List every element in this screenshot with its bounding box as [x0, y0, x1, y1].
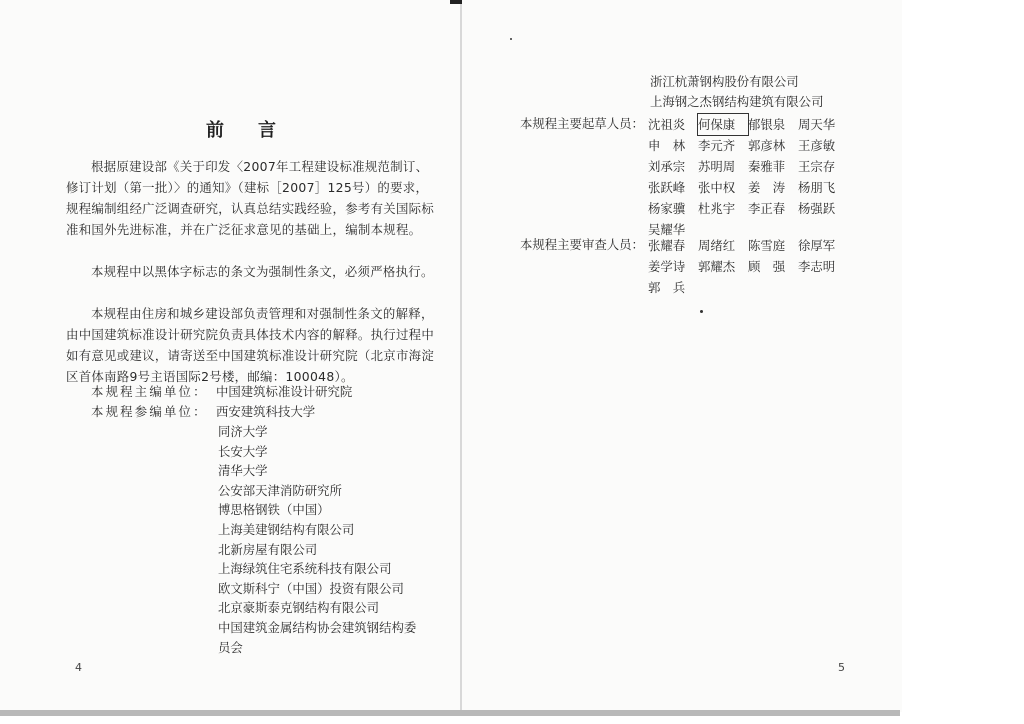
drafter-name: 周天华 [798, 117, 836, 132]
drafter-name: 张中权 [698, 180, 736, 195]
drafter-name: 李元齐 [698, 138, 736, 153]
reviewer-name: 周绪红 [698, 238, 736, 253]
chief-unit: 中国建筑标准设计研究院 [216, 384, 353, 399]
paragraph-mandatory: 本规程中以黑体字标志的条文为强制性条文，必须严格执行。 [91, 264, 434, 279]
chief-unit-row [91, 382, 352, 402]
drafter-name: 苏明周 [698, 159, 736, 174]
drafters-grid [648, 114, 848, 240]
participating-unit: 长安大学 [218, 443, 268, 459]
drafter-name: 张跃峰 [648, 180, 686, 195]
participating-unit-row [91, 402, 315, 422]
reviewer-name: 陈雪庭 [748, 238, 786, 253]
reviewers-label: 本规程主要审查人员： [520, 237, 644, 252]
participating-unit: 欧文斯科宁（中国）投资有限公司 [218, 580, 404, 596]
drafter-name: 杨家骥 [648, 201, 686, 216]
scan-margin [902, 0, 1024, 724]
reviewer-name: 李志明 [798, 259, 836, 274]
page-number-left: 4 [75, 661, 82, 674]
participating-unit: 上海绿筑住宅系统科技有限公司 [218, 561, 392, 577]
scan-bottom-edge [0, 710, 900, 716]
participating-units-list [218, 422, 418, 657]
participating-label: 本规程参编单位： [91, 404, 208, 419]
reviewer-name: 郭耀杰 [698, 259, 736, 274]
drafter-name: 王彦敏 [798, 138, 836, 153]
drafter-name: 李正春 [748, 201, 786, 216]
participating-unit-cont: 浙江杭萧钢构股份有限公司 [650, 74, 799, 89]
drafter-name: 杨朋飞 [798, 180, 836, 195]
participating-unit: 清华大学 [218, 463, 268, 479]
drafter-name: 王宗存 [798, 159, 836, 174]
participating-unit-first: 西安建筑科技大学 [216, 404, 316, 419]
drafter-name: 杨强跃 [798, 201, 836, 216]
reviewers-grid [648, 235, 848, 298]
drafter-name: 姜 涛 [748, 180, 786, 195]
reviewer-name: 顾 强 [748, 259, 786, 274]
reviewer-name: 姜学诗 [648, 259, 686, 274]
scan-speck [700, 310, 703, 313]
participating-unit: 博思格钢铁（中国） [218, 502, 330, 518]
drafter-name: 沈祖炎 [648, 117, 686, 132]
drafter-name: 杜兆宇 [698, 201, 736, 216]
participating-unit-cont: 上海钢之杰钢结构建筑有限公司 [650, 94, 824, 109]
chief-unit-label: 本规程主编单位： [91, 384, 208, 399]
drafter-name: 秦雅菲 [748, 159, 786, 174]
page-title: 前言 [206, 120, 310, 141]
participating-unit: 北新房屋有限公司 [218, 541, 318, 557]
paragraph-basis: 根据原建设部《关于印发〈2007年工程建设标准规范制订、修订计划（第一批）〉的通知》（建标［2007］125号）的要求，规程编制组经广泛调查研究，认真总结实践经验，参考有关国际标准和国外先进标准，并在广泛征求意见的基础上，编制本规程。 [66, 159, 435, 237]
drafter-name: 吴耀华 [648, 222, 686, 237]
participating-unit: 上海美建钢结构有限公司 [218, 521, 355, 537]
participating-unit: 同济大学 [218, 424, 268, 439]
scan-speck [510, 38, 512, 40]
drafter-name: 刘承宗 [648, 159, 686, 174]
page-gutter [460, 0, 462, 712]
drafters-label: 本规程主要起草人员： [520, 116, 644, 131]
participating-unit: 中国建筑金属结构协会建筑钢结构委员会 [218, 619, 417, 655]
reviewer-name: 徐厚军 [798, 238, 836, 253]
drafter-name: 何保康 [698, 114, 748, 135]
scan-top-mark [450, 0, 462, 4]
participating-unit: 公安部天津消防研究所 [218, 482, 342, 498]
participating-unit: 北京豪斯泰克钢结构有限公司 [218, 600, 380, 616]
drafter-name: 郭彦林 [748, 138, 786, 153]
drafter-name: 郁银泉 [748, 117, 786, 132]
page-number-right: 5 [838, 661, 845, 674]
reviewer-name: 张耀春 [648, 238, 686, 253]
drafter-name: 申 林 [648, 138, 686, 153]
reviewer-name: 郭 兵 [648, 280, 686, 295]
paragraph-management: 本规程由住房和城乡建设部负责管理和对强制性条文的解释，由中国建筑标准设计研究院负责具体技术内容的解释。执行过程中如有意见或建议，请寄送至中国建筑标准设计研究院（北京市海淀区首体南路9号主语国际2号楼，邮编：100048）。 [66, 306, 435, 384]
